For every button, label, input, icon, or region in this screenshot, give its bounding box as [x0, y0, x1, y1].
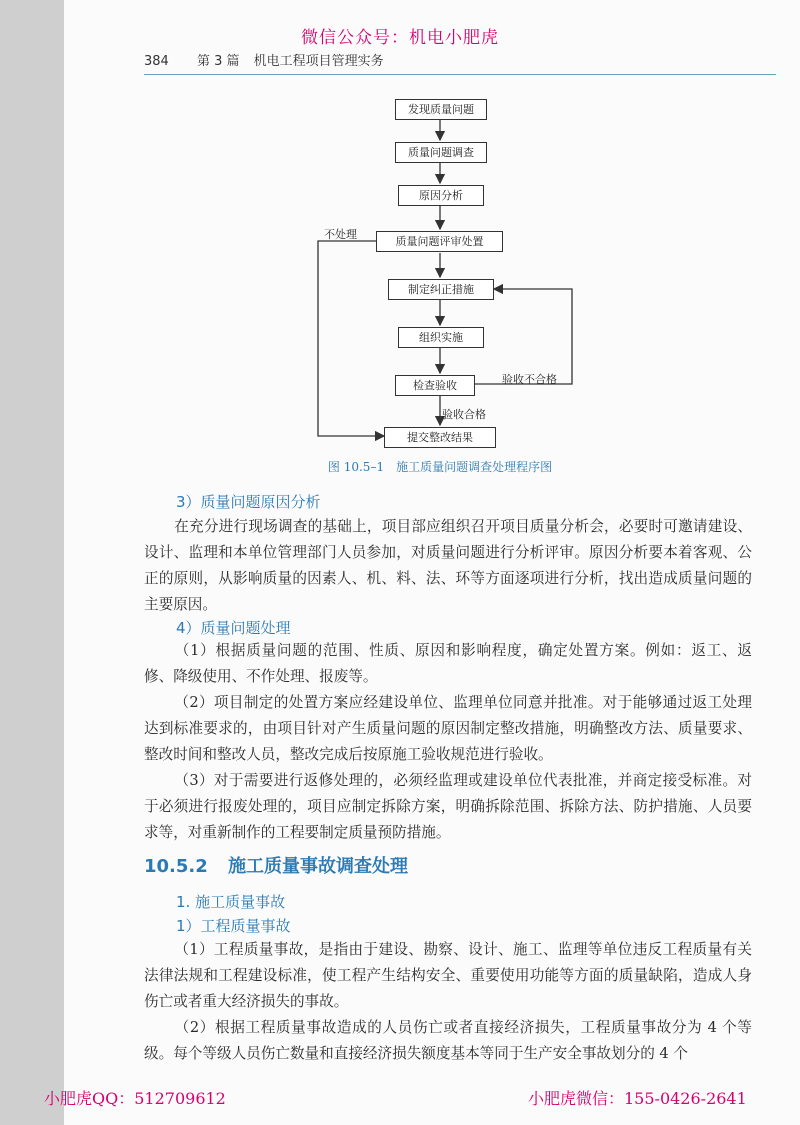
flow-step-submit: 提交整改结果 [384, 427, 496, 448]
heading-quality-accident: 1. 施工质量事故 [176, 893, 286, 911]
flow-step-cause-analysis: 原因分析 [398, 185, 484, 206]
paragraph-handling-2: （2）项目制定的处置方案应经建设单位、监理单位同意并批准。对于能够通过返工处理达到标准要求的，由项目针对产生质量问题的原因制定整改措施，明确整改方法、质量要求、整改时间和整改人员，整改完成后按原施工验收规范进行验收。 [144, 694, 752, 763]
flow-step-implement: 组织实施 [398, 327, 484, 348]
flow-step-corrective: 制定纠正措施 [388, 279, 494, 300]
figure-caption: 图 10.5–1 施工质量问题调查处理程序图 [327, 460, 553, 474]
paragraph-accident-definition: （1）工程质量事故，是指由于建设、勘察、设计、施工、监理等单位违反工程质量有关法律法规和工程建设标准，使工程产生结构安全、重要使用功能等方面的质量缺陷，造成人身伤亡或者重大经济损失的事故。 [144, 941, 752, 1010]
watermark-top: 微信公众号：机电小肥虎 [301, 28, 499, 48]
flowchart [312, 90, 582, 455]
section-heading [144, 852, 408, 878]
flow-step-inspect: 检查验收 [395, 375, 475, 396]
scan-edge-strip [0, 0, 64, 1125]
subheading-handling: 4）质量问题处理 [176, 619, 291, 637]
subheading-cause-analysis: 3）质量问题原因分析 [176, 493, 321, 511]
paragraph-handling-3: （3）对于需要进行返修处理的，必须经监理或建设单位代表批准，并商定接受标准。对于必须进行报废处理的，项目应制定拆除方案，明确拆除范围、拆除方法、防护措施、人员要求等，对重新制作的工程要制定质量预防措施。 [144, 772, 752, 841]
flow-label-pass: 验收合格 [442, 408, 486, 421]
part-label: 第 3 篇 [196, 54, 240, 69]
book-title: 机电工程项目管理实务 [253, 54, 384, 69]
running-header [144, 50, 384, 69]
page-number: 384 [144, 54, 169, 69]
flow-label-no-action: 不处理 [324, 228, 357, 241]
flow-step-investigate: 质量问题调查 [395, 142, 487, 163]
watermark-footer-right: 小肥虎微信：155-0426-2641 [528, 1089, 747, 1108]
flow-step-discover: 发现质量问题 [395, 99, 487, 120]
watermark-footer-left: 小肥虎QQ：512709612 [44, 1089, 226, 1108]
subheading-engineering-accident: 1）工程质量事故 [176, 917, 291, 935]
flow-step-review: 质量问题评审处置 [376, 231, 503, 252]
header-rule [144, 74, 776, 75]
section-title: 施工质量事故调查处理 [228, 856, 409, 877]
section-number: 10.5.2 [144, 856, 208, 877]
paragraph-handling-1: （1）根据质量问题的范围、性质、原因和影响程度，确定处置方案。例如：返工、返修、降级使用、不作处理、报废等。 [144, 642, 752, 685]
paragraph-accident-levels: （2）根据工程质量事故造成的人员伤亡或者直接经济损失，工程质量事故分为 4 个等级。每个等级人员伤亡数量和直接经济损失额度基本等同于生产安全事故划分的 4 个 [144, 1019, 752, 1062]
paragraph-cause-analysis: 在充分进行现场调查的基础上，项目部应组织召开项目质量分析会，必要时可邀请建设、设计、监理和本单位管理部门人员参加，对质量问题进行分析评审。原因分析要本着客观、公正的原则，从影响质量的因素人、机、料、法、环等方面逐项进行分析，找出造成质量问题的主要原因。 [144, 518, 752, 613]
flow-label-fail: 验收不合格 [502, 373, 557, 386]
